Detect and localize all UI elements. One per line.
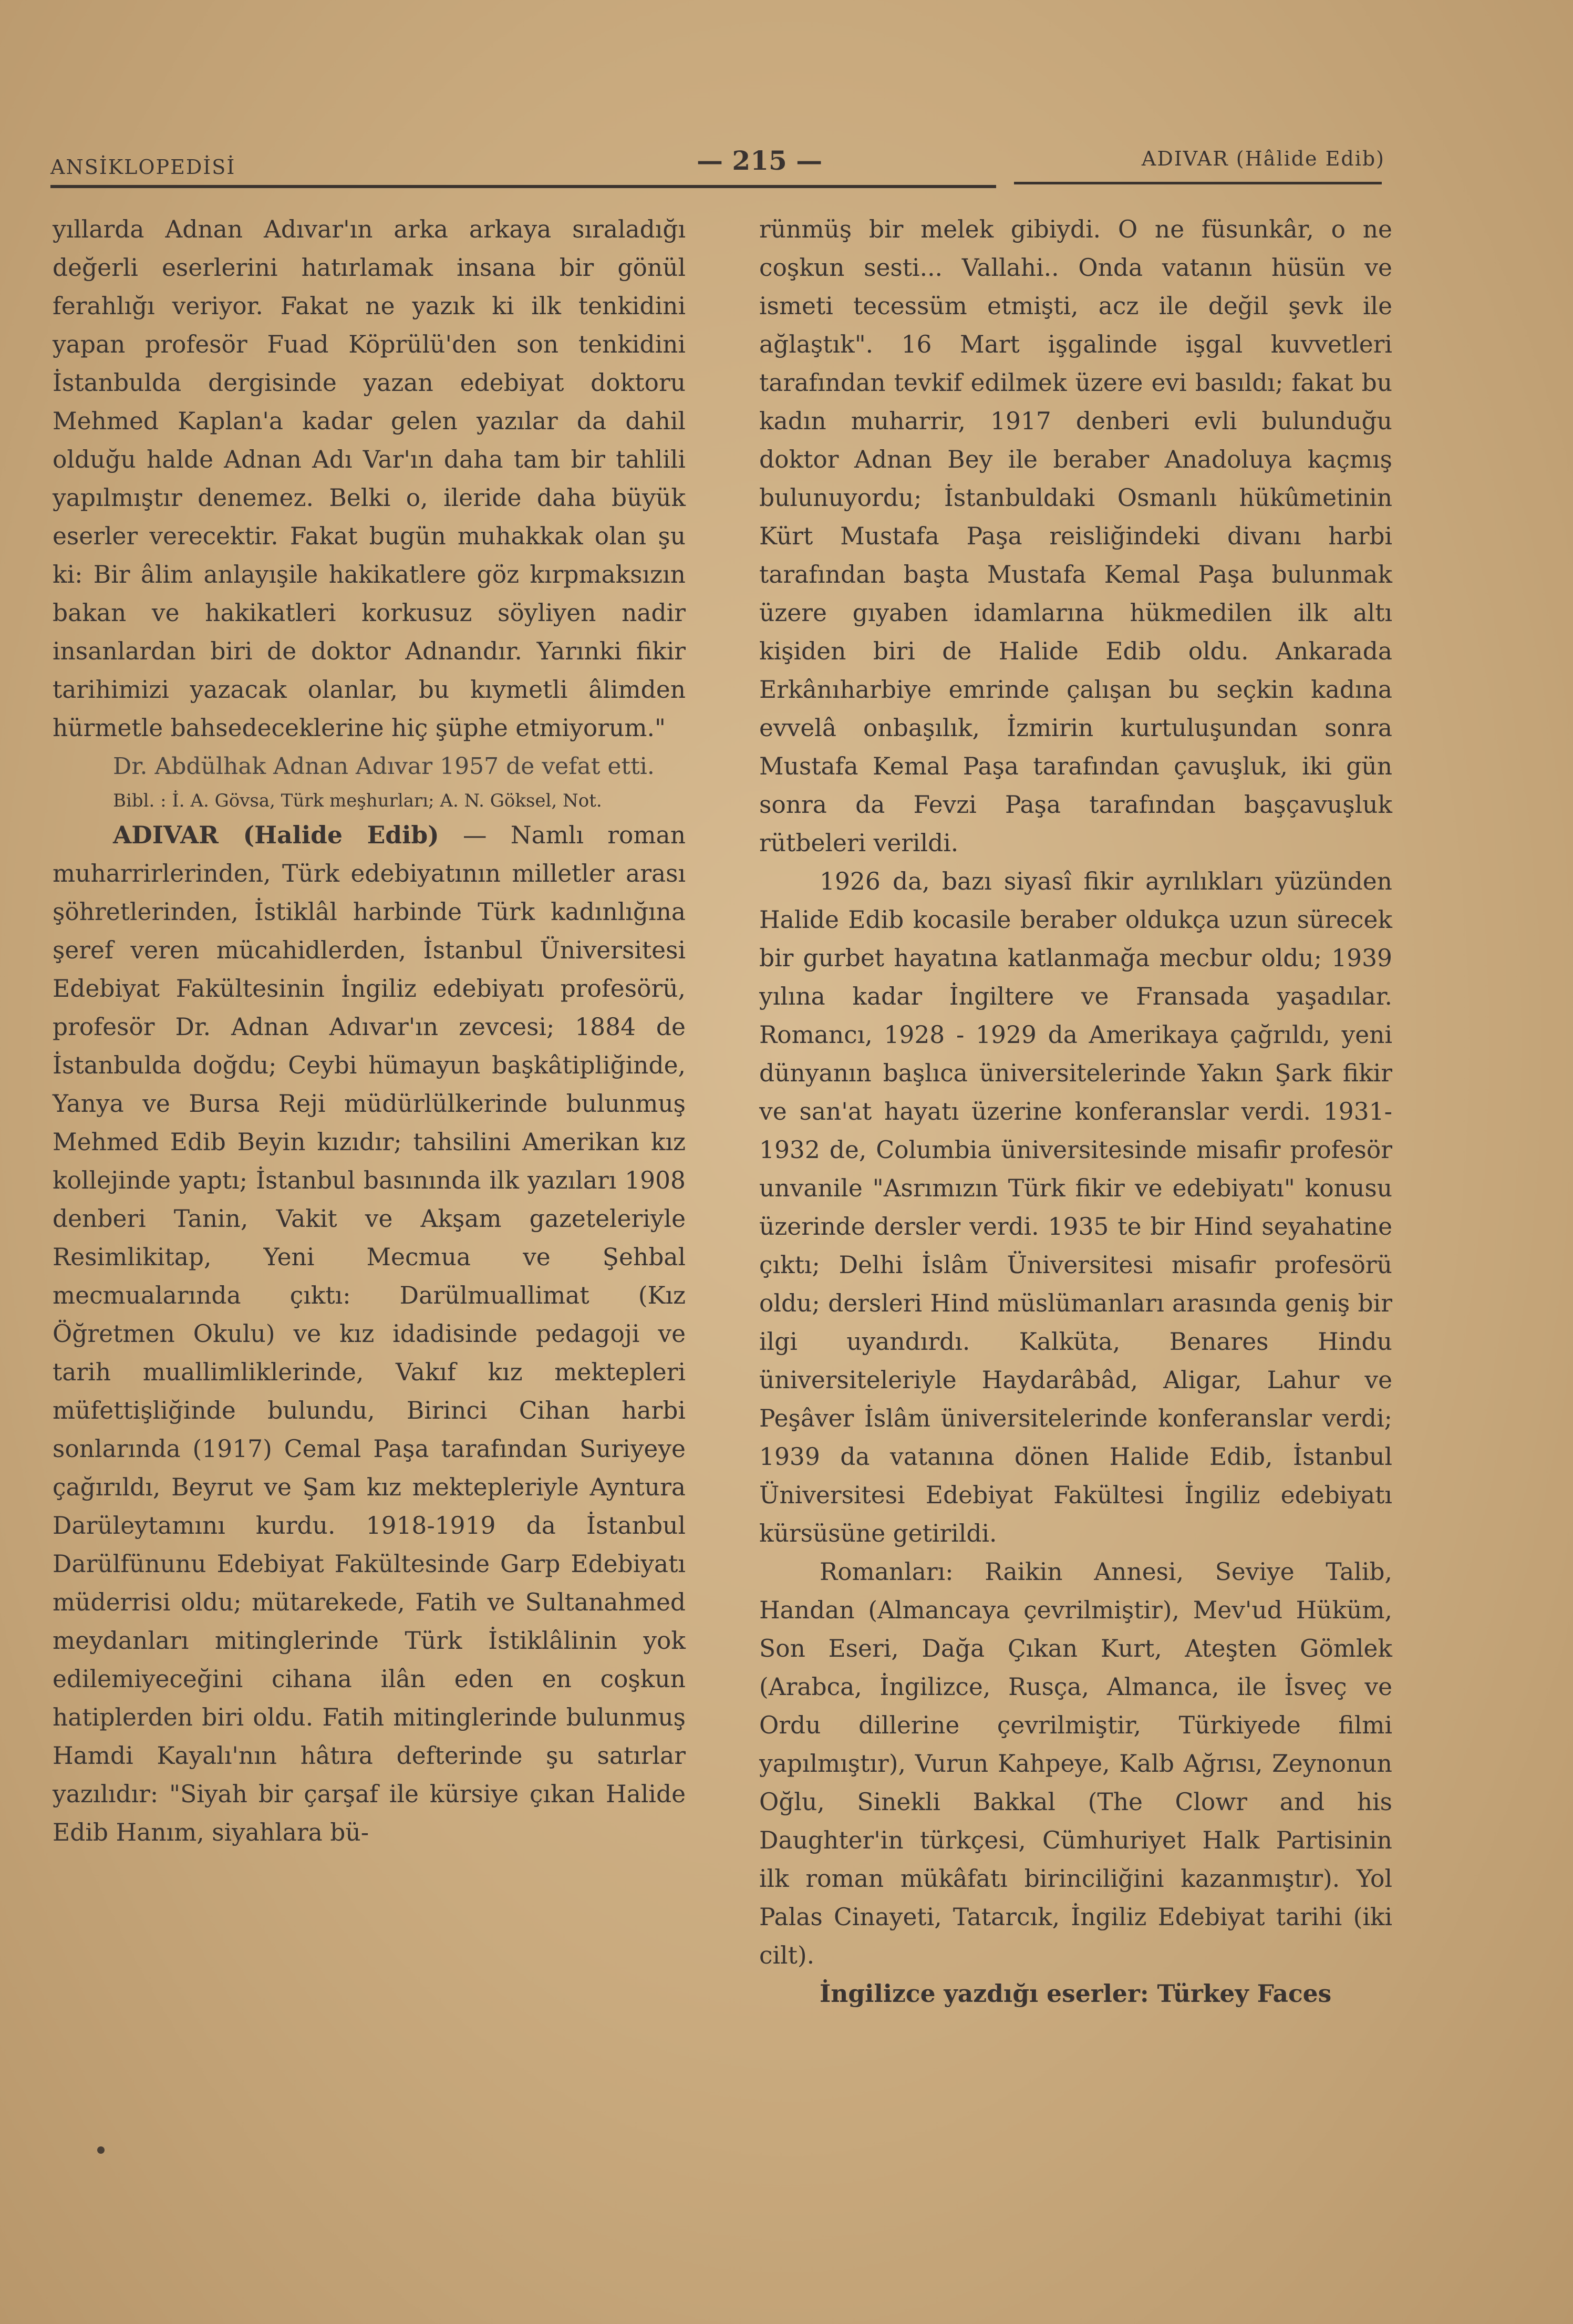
right-paragraph-2: 1926 da, bazı siyasî fikir ayrılıkları yüzünden Halide Edib kocasile beraber oldukça uzun sürecek bir gurbet hayatına katlanmağa mecbur oldu; 1939 yılına kadar İngiltere ve Fransada yaşadılar. Romancı, 1928 - 1929 da Amerikaya çağrıldı, yeni dünyanın başlıca üniversitelerinde Yakın Şark fikir ve san'at hayatı üzerine konferanslar verdi. 1931-1932 de, Columbia üniversitesinde misafir profesör unvanile "Asrımızın Türk fikir ve edebiyatı" konusu üzerinde dersler verdi. 1935 te bir Hind seyahatine çıktı; Delhi İslâm Üniversitesi misafir profesörü oldu; dersleri Hind müslümanları arasında geniş bir ilgi uyandırdı. Kalküta, Benares Hindu üniversiteleriyle Haydarâbâd, Aligar, Lahur ve Peşâver İslâm üniversitelerinde konferanslar verdi; 1939 da vatanına dönen Halide Edib, İstanbul Üniversitesi Edebiyat Fakültesi İngiliz edebiyatı kürsüsüne getirildi. bbox=[759, 867, 1392, 1547]
ink-spot bbox=[97, 2146, 105, 2154]
header-right: ADIVAR (Hâlide Edib) bbox=[1141, 147, 1385, 170]
left-column bbox=[53, 210, 686, 1852]
novels-paragraph: Romanları: Raikin Annesi, Seviye Talib, Handan (Almancaya çevrilmiştir), Mev'ud Hüküm, Son Eseri, Dağa Çıkan Kurt, Ateşten Gömlek (Arabca, İngilizce, Rusça, Almanca, ile İsveç ve Ordu dillerine çevrilmiştir, Türkiyede filmi yapılmıştır), Vurun Kahpeye, Kalb Ağrısı, Zeynonun Oğlu, Sinekli Bakkal (The Clowr and his Daughter'in türkçesi, Cümhuriyet Halk Partisinin ilk roman mükâfatı birinciliğini kazanmıştır). Yol Palas Cinayeti, Tatarcık, İngiliz Edebiyat tarihi (iki cilt). bbox=[759, 1558, 1392, 1969]
page-header bbox=[50, 141, 1395, 183]
right-column bbox=[759, 210, 1392, 2013]
header-rule-right bbox=[1014, 182, 1382, 184]
page-number: — 215 — bbox=[697, 145, 823, 176]
death-note: Dr. Abdülhak Adnan Adıvar 1957 de vefat etti. bbox=[113, 753, 655, 780]
entry-paragraph bbox=[53, 816, 686, 1852]
english-works-heading: İngilizce yazdığı eserler: Türkey Faces bbox=[820, 1979, 1332, 2008]
header-left: ANSİKLOPEDİSİ bbox=[50, 156, 236, 179]
header-rule-left bbox=[50, 185, 996, 188]
entry-title: ADIVAR (Halide Edib) bbox=[113, 821, 439, 849]
bibliography: Bibl. : İ. A. Gövsa, Türk meşhurları; A. N. Göksel, Not. bbox=[113, 790, 602, 811]
right-paragraph-1: rünmüş bir melek gibiydi. O ne füsunkâr, o ne coşkun sesti... Vallahi.. Onda vatanın hüsün ve ismeti tecessüm etmişti, acz ile değil şevk ile ağlaştık". 16 Mart işgalinde işgal kuvvetleri tarafından tevkif edilmek üzere evi basıldı; fakat bu kadın muharrir, 1917 denberi evli bulunduğu doktor Adnan Bey ile beraber Anadoluya kaçmış bulunuyordu; İstanbuldaki Osmanlı hükûmetinin Kürt Mustafa Paşa reisliğindeki divanı harbi tarafından başta Mustafa Kemal Paşa bulunmak üzere gıyaben idamlarına hükmedilen ilk altı kişiden biri de Halide Edib oldu. Ankarada Erkânıharbiye emrinde çalışan bu seçkin kadına evvelâ onbaşılık, İzmirin kurtuluşundan sonra Mustafa Kemal Paşa tarafından çavuşluk, iki gün sonra da Fevzi Paşa tarafından başçavuşluk rütbeleri verildi. bbox=[759, 215, 1392, 857]
left-paragraph-1: yıllarda Adnan Adıvar'ın arka arkaya sıraladığı değerli eserlerini hatırlamak insana bir gönül ferahlığı veriyor. Fakat ne yazık ki ilk tenkidini yapan profesör Fuad Köprülü'den son tenkidini İstanbulda dergisinde yazan edebiyat doktoru Mehmed Kaplan'a kadar gelen yazılar da dahil olduğu halde Adnan Adı Var'ın daha tam bir tahlili yapılmıştır denemez. Belki o, ileride daha büyük eserler verecektir. Fakat bugün muhakkak olan şu ki: Bir âlim anlayışile hakikatlere göz kırpmaksızın bakan ve hakikatleri korkusuz söyliyen nadir insanlardan biri de doktor Adnandır. Yarınki fikir tarihimizi yazacak olanlar, bu kıymetli âlimden hürmetle bahsedeceklerine hiç şüphe etmiyorum." bbox=[53, 215, 686, 742]
entry-body: — Namlı roman muharrirlerinden, Türk edebiyatının milletler arası şöhretlerinden, İstiklâl harbinde Türk kadınlığına şeref veren mücahidlerden, İstanbul Üniversitesi Edebiyat Fakültesinin İngiliz edebiyatı profesörü, profesör Dr. Adnan Adıvar'ın zevcesi; 1884 de İstanbulda doğdu; Ceybi hümayun başkâtipliğinde, Yanya ve Bursa Reji müdürlülkerinde bulunmuş Mehmed Edib Beyin kızıdır; tahsilini Amerikan kız kollejinde yaptı; İstanbul basınında ilk yazıları 1908 denberi Tanin, Vakit ve Akşam gazeteleriyle Resimlikitap, Yeni Mecmua ve Şehbal mecmualarında çıktı: Darülmuallimat (Kız Öğretmen Okulu) ve kız idadisinde pedagoji ve tarih muallimliklerinde, Vakıf kız mektepleri müfettişliğinde bulundu, Birinci Cihan harbi sonlarında (1917) Cemal Paşa tarafından Suriyeye çağırıldı, Beyrut ve Şam kız mektepleriyle Ayntura Darüleytamını kurdu. 1918-1919 da İstanbul Darülfünunu Edebiyat Fakültesinde Garp Edebiyatı müderrisi oldu; mütarekede, Fatih ve Sultanahmed meydanları mitinglerinde Türk İstiklâlinin yok edilemiyeceğini cihana ilân eden en coşkun hatiplerden biri oldu. Fatih mitinglerinde bulunmuş Hamdi Kayalı'nın hâtıra defterinde şu satırlar yazılıdır: "Siyah bir çarşaf ile kürsiye çıkan Halide Edib Hanım, siyahlara bü- bbox=[53, 821, 686, 1846]
